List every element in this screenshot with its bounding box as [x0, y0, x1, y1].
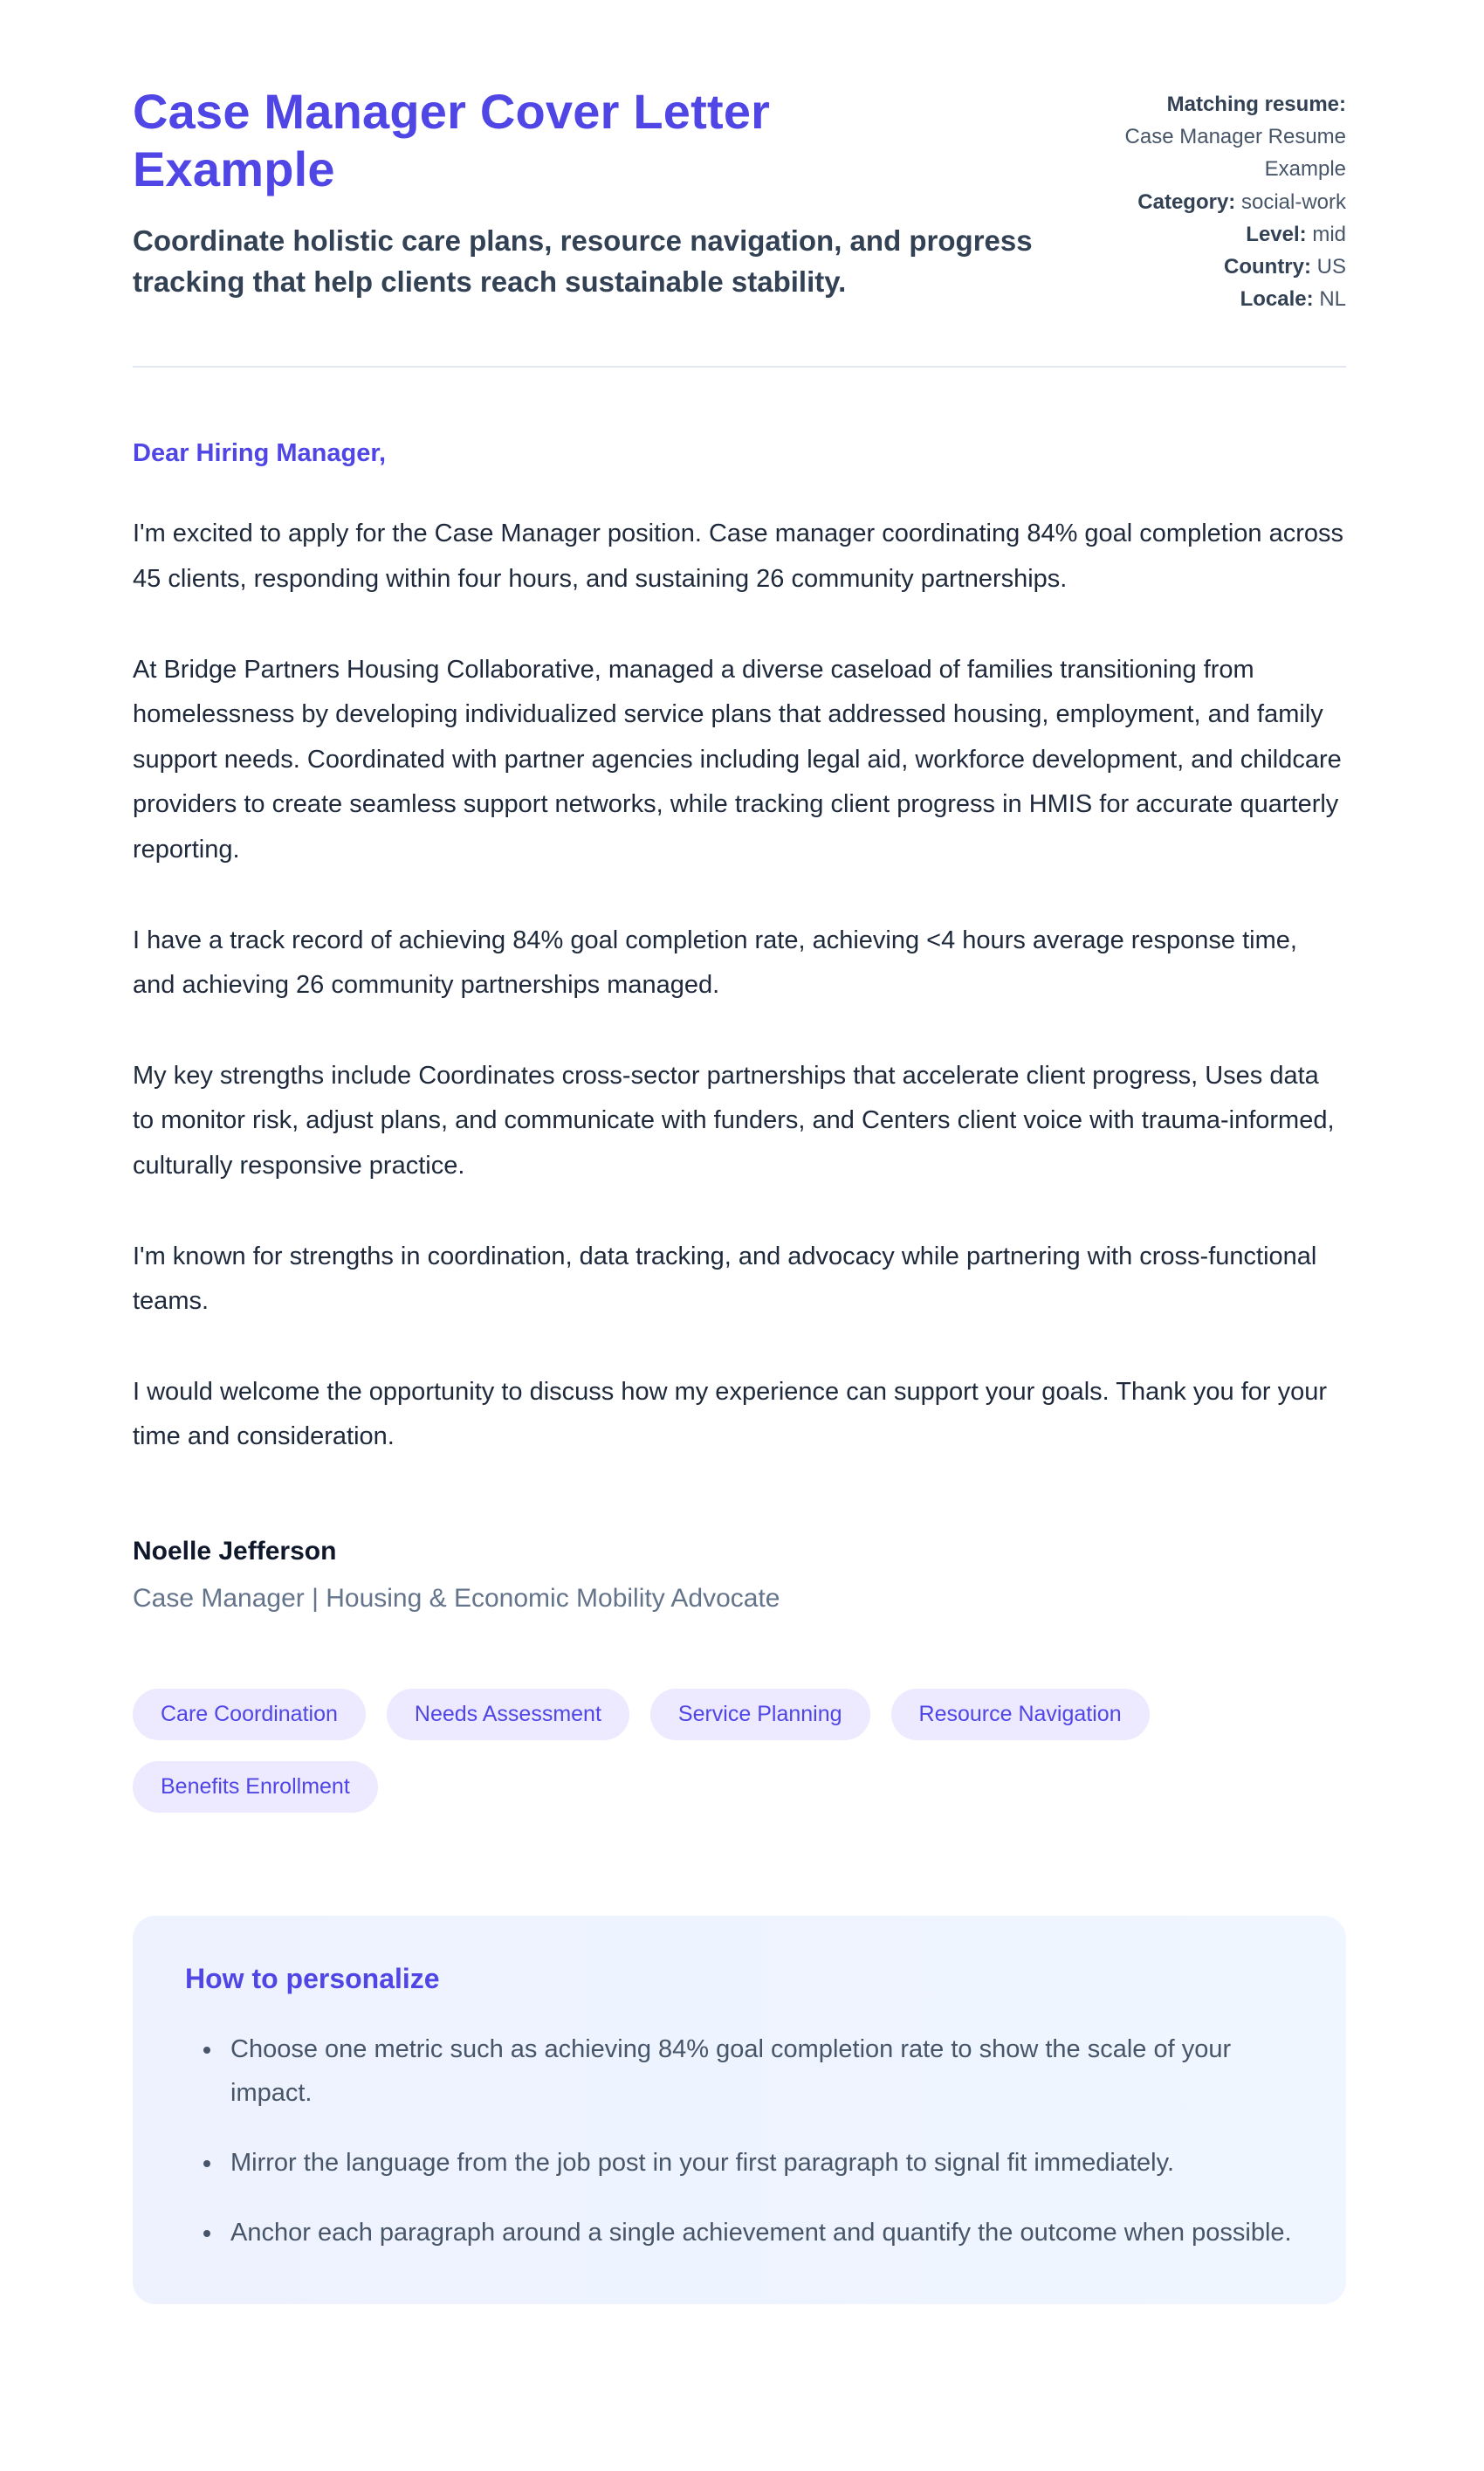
signature-name: Noelle Jefferson: [133, 1537, 337, 1566]
page-header: [133, 83, 1346, 315]
header-titles: [133, 83, 1049, 303]
tips-list: [185, 2028, 1294, 2255]
page-subtitle: Coordinate holistic care plans, resource navigation, and progress tracking that help clients reach sustainable stability.: [133, 224, 1033, 299]
matching-resume-label: Matching resume:: [1166, 93, 1346, 116]
skill-tag-needs-assessment: Needs Assessment: [387, 1689, 629, 1740]
how-to-personalize-box: [133, 1916, 1346, 2304]
letter-paragraph: I'm known for strengths in coordination, data tracking, and advocacy while partnering with cross-functional teams.: [133, 1242, 1317, 1316]
letter-paragraph: I would welcome the opportunity to discuss how my experience can support your goals. Thank you for your time and consideration.: [133, 1377, 1328, 1451]
meta-row-locale: Locale: NL: [1240, 287, 1346, 312]
tips-title: How to personalize: [185, 1963, 440, 1995]
signature-title: Case Manager | Housing & Economic Mobility Advocate: [133, 1584, 780, 1614]
resume-meta-panel: [1084, 83, 1346, 315]
letter-paragraph: I have a track record of achieving 84% goal completion rate, achieving <4 hours average response time, and achieving 26 community partnerships managed.: [133, 926, 1297, 1000]
tip-item: • Choose one metric such as achieving 84% goal completion rate to show the scale of your impact.: [223, 2028, 1294, 2116]
matching-resume-value: Case Manager Resume Example: [1124, 125, 1346, 182]
header-divider: [133, 366, 1346, 368]
meta-row-category: Category: social-work: [1137, 189, 1346, 214]
tip-item: • Mirror the language from the job post in your first paragraph to signal fit immediately.: [223, 2142, 1294, 2185]
meta-row-country: Country: US: [1224, 254, 1346, 279]
skill-tag-care-coordination: Care Coordination: [133, 1689, 366, 1740]
signature-block: [133, 1537, 1346, 1614]
letter-paragraph: At Bridge Partners Housing Collaborative, managed a diverse caseload of families transitioning from homelessness by developing individualized service plans that addressed housing, employment, and family support needs. Coordinated with partner agencies including legal aid, workforce development, and childcare providers to create seamless support networks, while tracking client progress in HMIS for accurate quarterly reporting.: [133, 655, 1342, 864]
letter-paragraph: I'm excited to apply for the Case Manager position. Case manager coordinating 84% goal completion across 45 clients, responding within four hours, and sustaining 26 community partnerships.: [133, 520, 1344, 593]
cover-letter-body: [133, 439, 1346, 1614]
skill-tag-service-planning: Service Planning: [650, 1689, 870, 1740]
skill-tag-benefits-enrollment: Benefits Enrollment: [133, 1761, 378, 1813]
skill-tags: [133, 1689, 1180, 1813]
skill-tag-resource-navigation: Resource Navigation: [891, 1689, 1150, 1740]
letter-greeting: Dear Hiring Manager,: [133, 439, 387, 468]
tip-item: • Anchor each paragraph around a single achievement and quantify the outcome when possible.: [223, 2212, 1294, 2255]
page-title: Case Manager Cover Letter Example: [133, 84, 771, 197]
meta-row-level: Level: mid: [1246, 222, 1346, 246]
letter-paragraph: My key strengths include Coordinates cross-sector partnerships that accelerate client progress, Uses data to monitor risk, adjust plans, and communicate with funders, and Centers client voice with trauma-informed, culturally responsive practice.: [133, 1061, 1335, 1180]
